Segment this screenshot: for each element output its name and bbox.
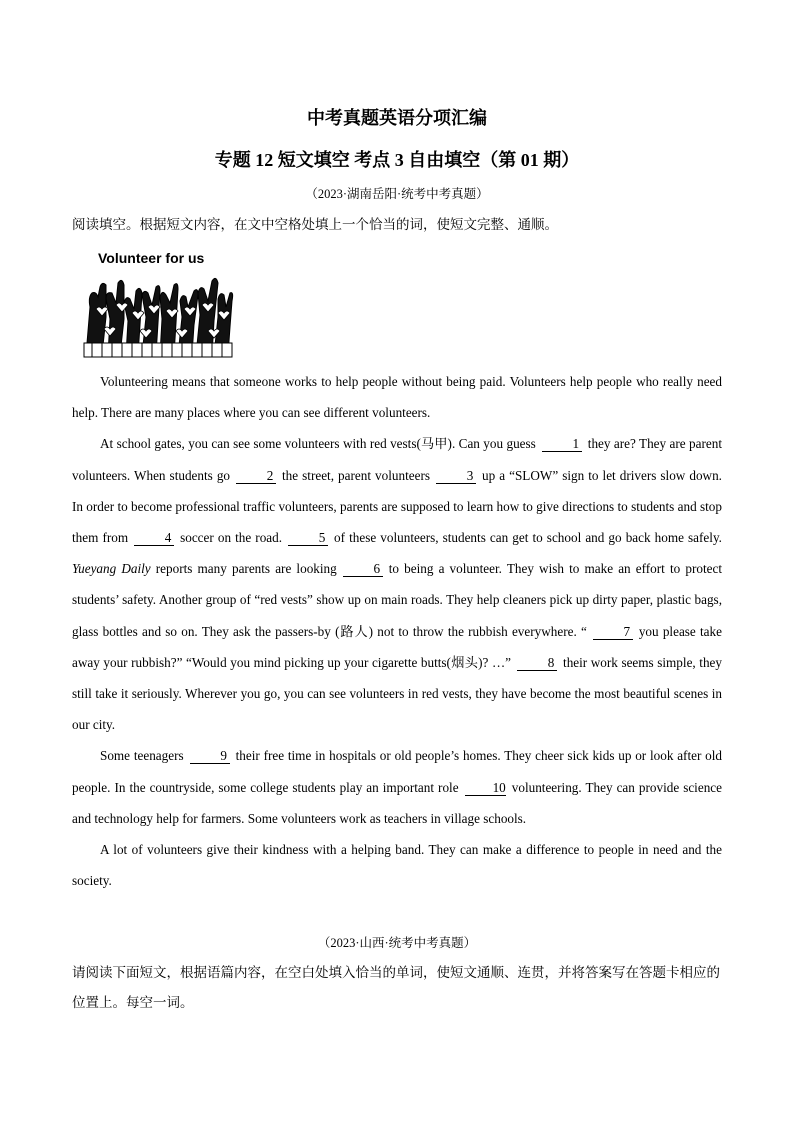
text-segment: volunteering. They can provide science and technology help for farmers. Some volunteers work as teachers in village schools. xyxy=(72,779,722,826)
paragraph-3 xyxy=(72,740,722,834)
blank-1[interactable]: 1 xyxy=(542,436,582,452)
document-title: 中考真题英语分项汇编 xyxy=(307,108,487,128)
text-segment: their work seems simple, they still take it seriously. Wherever you go, you can see volunteers in red vests, they have become the most beautiful scenes in our city. xyxy=(72,654,722,733)
text-segment: Some teenagers xyxy=(100,748,184,764)
text-segment: their free time in hospitals or old people’s homes. They cheer sick kids up or look after old people. In the countryside, some college students play an important role xyxy=(72,748,723,795)
blank-10[interactable]: 10 xyxy=(465,780,506,796)
section2-source: （2023·山西·统考中考真题） xyxy=(317,936,477,950)
document-subtitle: 专题 12 短文填空 考点 3 自由填空（第 01 期） xyxy=(214,150,580,170)
paragraph-4 xyxy=(72,834,722,896)
section2-instruction: 请阅读下面短文，根据语篇内容，在空白处填入恰当的单词，使短文通顺、连贯，并将答案写在答题卡相应的位置上。每空一词。 xyxy=(72,965,720,1010)
volunteer-hands-illustration xyxy=(80,247,234,359)
blank-7[interactable]: 7 xyxy=(593,624,633,640)
text-segment: to being a volunteer. They wish to make an effort to protect students’ safety. Another group of “red vests” show up on main roads. They help cleaners pick up dirty paper, plastic bags, glass bottles and so on. They ask the passers-by (路人) not to throw the rubbish everywhere. “ xyxy=(72,561,722,639)
paragraph-2 xyxy=(72,428,722,740)
text-segment: the street, parent volunteers xyxy=(282,467,430,483)
blank-4[interactable]: 4 xyxy=(134,530,174,546)
text-segment: they are? They are parent volunteers. When students go xyxy=(72,436,722,483)
text-segment: At school gates, you can see some volunteers with red vests(马甲). Can you guess xyxy=(100,436,536,452)
text-segment: up a “SLOW” sign to let drivers slow down. In order to become professional traffic volunteers, parents are supposed to learn how to give directions to students and stop them from xyxy=(72,467,722,546)
section1-instruction: 阅读填空。根据短文内容，在文中空格处填上一个恰当的词，使短文完整、通顺。 xyxy=(72,217,558,232)
text-segment: you please take away your rubbish?” “Would you mind picking up your cigarette butts(烟头)? …” xyxy=(72,623,722,670)
blank-9[interactable]: 9 xyxy=(190,748,230,764)
paragraph-1-text: Volunteering means that someone works to help people without being paid. Volunteers help people who really need help. There are many places where you can see different volunteers. xyxy=(72,374,722,421)
text-segment: reports many parents are looking xyxy=(155,561,337,577)
newspaper-name: Yueyang Daily xyxy=(72,561,151,577)
blank-3[interactable]: 3 xyxy=(436,468,476,484)
paragraph-1 xyxy=(72,366,722,428)
section1-source: （2023·湖南岳阳·统考中考真题） xyxy=(305,187,489,201)
paragraph-4-text: A lot of volunteers give their kindness with a helping band. They can make a difference to people in need and the society. xyxy=(72,842,722,889)
text-segment: soccer on the road. xyxy=(180,530,283,546)
blank-2[interactable]: 2 xyxy=(236,468,276,484)
illustration-caption: Volunteer for us xyxy=(98,250,205,266)
blank-6[interactable]: 6 xyxy=(343,561,383,577)
text-segment: of these volunteers, students can get to school and go back home safely. xyxy=(334,530,722,546)
passage xyxy=(72,366,722,896)
blank-8[interactable]: 8 xyxy=(517,655,557,671)
blank-5[interactable]: 5 xyxy=(288,530,328,546)
